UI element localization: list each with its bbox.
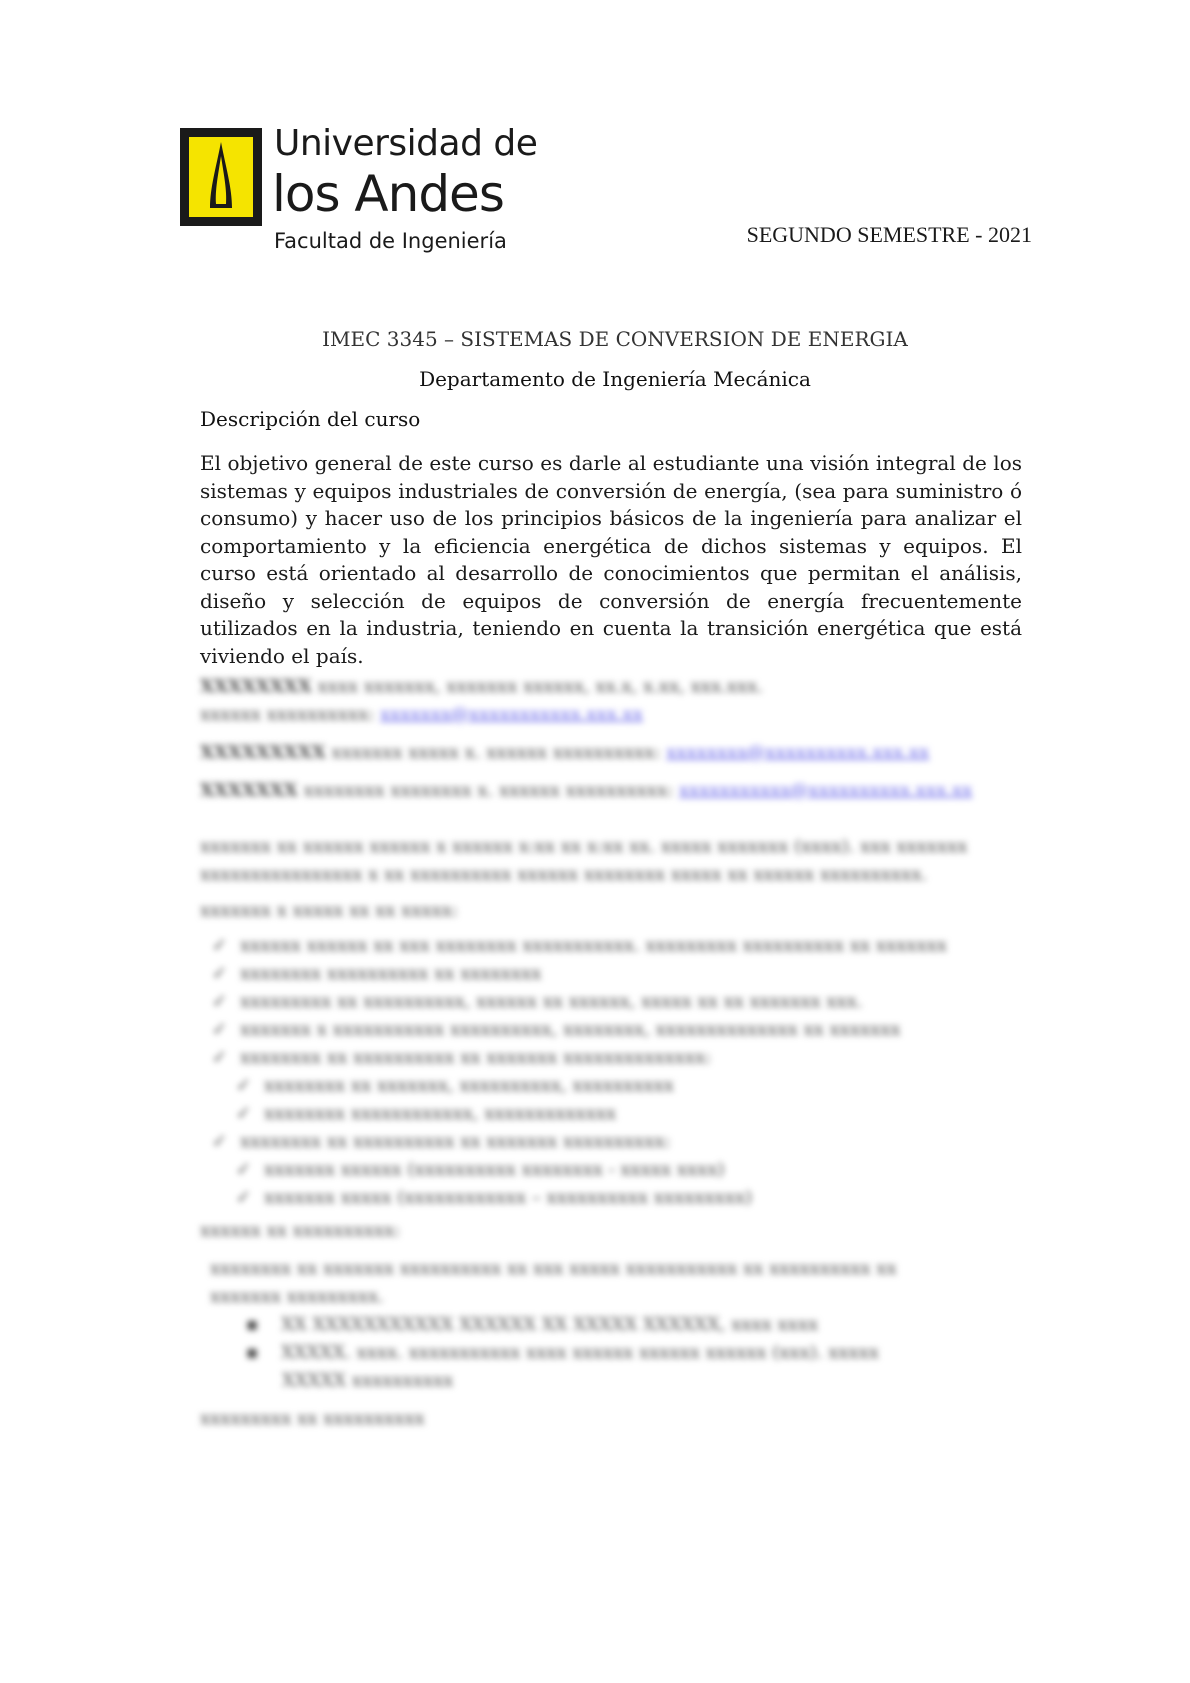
redacted-schedule-line-1: xxxxxxx xx xxxxxx xxxxxx x xxxxxx x:xx xx x:xx xx. xxxxx xxxxxxx (xxxx). xxx xxxxxxx [200, 836, 968, 857]
university-shield-icon [180, 128, 262, 226]
redacted-reference-line-3: ▪ XX XXXXXXXXXXX XXXXXX XX XXXXX XXXXXX, xxxx xxxx [246, 1314, 819, 1335]
redacted-email-line: xxxxxx xxxxxxxxxx: xxxxxxx@xxxxxxxxxxx.xxx.xx [200, 704, 643, 725]
logo-text-los-andes: los Andes [272, 165, 504, 223]
redacted-reference-line-5: XXXXX xxxxxxxxxx [282, 1370, 454, 1391]
redacted-reference-line-2: xxxxxxx xxxxxxxxx. [210, 1286, 384, 1307]
redacted-schedule-line-2: xxxxxxxxxxxxxxxx x xx xxxxxxxxxx xxxxxx xxxxxxxx xxxxx xx xxxxxx xxxxxxxxxx. [200, 864, 928, 885]
redacted-reference-heading: xxxxxx xx xxxxxxxxxx: [200, 1220, 401, 1241]
course-description: El objetivo general de este curso es darle al estudiante una visión integral de los sistemas y equipos industriales de conversión de energía, (sea para suministro ó consumo) y hacer uso de los principios básicos de la ingeniería para analizar el comportamiento y la eficiencia energética de dichos sistemas y equipos. El curso está orientado al desarrollo de conocimientos que permitan el análisis, diseño y selección de equipos de conversión de energía frecuentemente utilizados en la industria, teniendo en cuenta la transición energética que está viviendo el país. [200, 451, 1022, 668]
redacted-objectives-heading: xxxxxxxxx xx xxxxxxxxxx [200, 1408, 425, 1429]
semester-label: SEGUNDO SEMESTRE - 2021 [746, 222, 1032, 247]
logo-text-universidad: Universidad de [274, 123, 538, 164]
logo-text-facultad: Facultad de Ingeniería [274, 229, 507, 253]
redacted-monitor-line: XXXXXXX xxxxxxxx xxxxxxxx x. xxxxxx xxxxxxxxxx: xxxxxxxxxxx@xxxxxxxxxx.xxx.xx [200, 780, 973, 801]
redacted-professor-line: XXXXXXXX xxxx xxxxxxx, xxxxxxx xxxxxx, xx.x, x.xx, xxx.xxx. [200, 676, 764, 697]
redacted-topics-list: ✓ xxxxxx xxxxxx xx xxx xxxxxxxx xxxxxxxxxxx. xxxxxxxxx xxxxxxxxxx xx xxxxxxx ✓ xxxxxxxx xxxxxxxxxx xx xxxxxxxx ✓ xxxxxxxxx xx xxxxxxxxxx, xxxxxx xx xxxxxx, xxxxx xx xx xxxxxxx xxx. ✓ xxxxxxx x xxxxxxxxxxx xxxxxxxxxx, xxxxxxxx, xxxxxxxxxxxxxx xx xxxxxxx ✓ xxxxxxxx xx xxxxxxxxxx xx xxxxxxx xxxxxxxxxxxxxx: ✓ xxxxxxxx xx xxxxxxx, xxxxxxxxxx, xxxxxxxxxx ✓ xxxxxxxx xxxxxxxxxxxx, xxxxxxxxxxxxx ✓ xxxxxxxx xx xxxxxxxxxx xx xxxxxxx xxxxxxxxxx: ✓ xxxxxxx xxxxxx (xxxxxxxxxx xxxxxxxx - xxxxx xxxx) ✓ xxxxxxx xxxxx (xxxxxxxxxxxx – xxxxxxxxxx xxxxxxxxx) [212, 935, 947, 1208]
university-logo [180, 123, 538, 254]
redacted-reference-line-1: xxxxxxxx xx xxxxxxx xxxxxxxxxx xx xxx xxxxx xxxxxxxxxxx xx xxxxxxxxxx xx [210, 1258, 897, 1279]
redacted-topics-heading: xxxxxxx x xxxxx xx xx xxxxx: [200, 900, 459, 921]
course-title: IMEC 3345 – SISTEMAS DE CONVERSION DE ENERGIA [322, 327, 908, 351]
department-name: Departamento de Ingeniería Mecánica [419, 367, 811, 391]
redacted-reference-line-4: ▪ XXXXX. xxxx. xxxxxxxxxxx xxxx xxxxxx xxxxxx xxxxxx (xxx). xxxxx [246, 1342, 879, 1363]
redacted-assistant-line: XXXXXXXXX xxxxxxx xxxxx x. xxxxxx xxxxxxxxxx: xxxxxxxx@xxxxxxxxxx.xxx.xx [200, 742, 930, 763]
description-heading: Descripción del curso [200, 407, 421, 431]
